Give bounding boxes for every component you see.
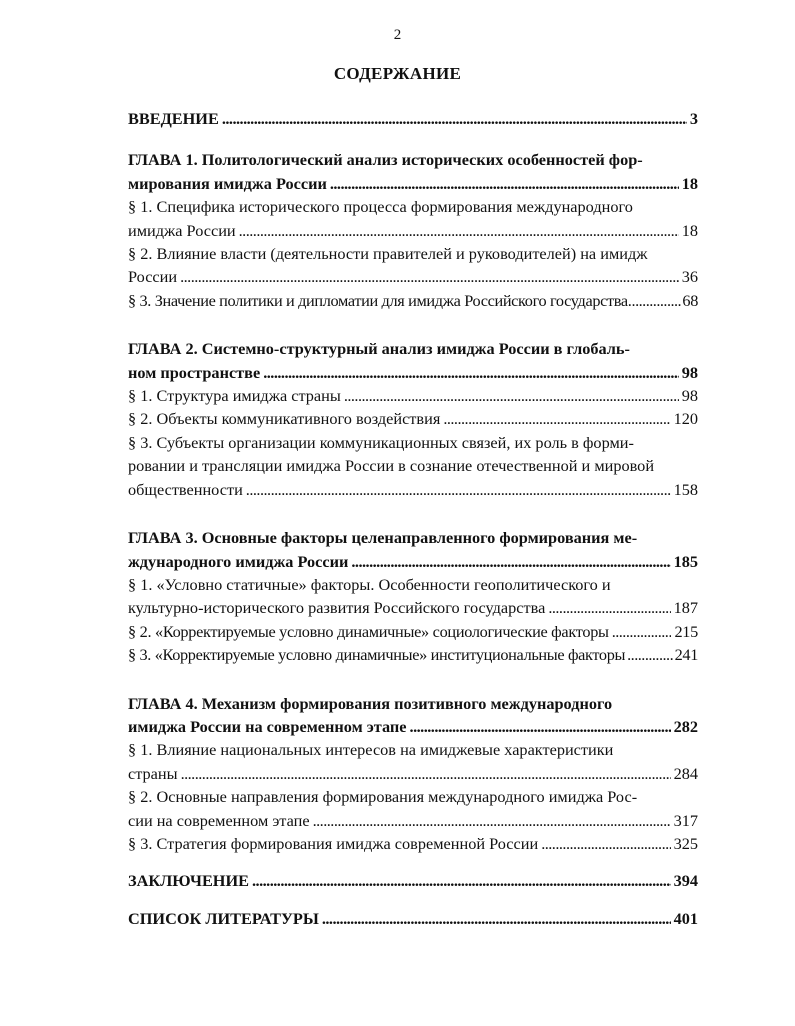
toc-page-number: 18 xyxy=(681,220,698,240)
dot-leader xyxy=(632,289,683,312)
dot-leader xyxy=(180,265,679,288)
chapter-3 xyxy=(128,526,698,666)
dot-leader xyxy=(627,643,673,666)
page-title: СОДЕРЖАНИЕ xyxy=(333,64,462,83)
toc-entry-section[interactable] xyxy=(128,620,698,643)
toc-entry-chapter-3[interactable] xyxy=(128,550,698,573)
toc-entry-label: ЗАКЛЮЧЕНИЕ xyxy=(128,871,249,891)
toc-entry-section[interactable] xyxy=(128,596,698,619)
toc-entry-section[interactable] xyxy=(128,289,698,312)
dot-leader xyxy=(322,907,671,930)
toc-page-number: 325 xyxy=(673,833,698,853)
toc-entry-label: § 1. Структура имиджа страны xyxy=(128,386,341,406)
toc-entry-conclusion[interactable] xyxy=(128,869,698,892)
table-of-contents xyxy=(128,107,698,930)
toc-entry-label: ном пространстве xyxy=(128,362,261,382)
toc-page-number: 120 xyxy=(673,409,698,429)
toc-page-number: 98 xyxy=(681,362,698,382)
toc-entry-section[interactable] xyxy=(128,832,698,855)
toc-page-number: 241 xyxy=(674,645,698,665)
dot-leader xyxy=(612,620,672,643)
chapter-2 xyxy=(128,337,698,501)
section-title: § 1. Влияние национальных интересов на имиджевые характеристики xyxy=(128,740,614,760)
toc-page-number: 284 xyxy=(673,763,698,783)
toc-entry-section[interactable] xyxy=(128,762,698,785)
dot-leader xyxy=(541,832,670,855)
toc-entry-introduction[interactable] xyxy=(128,107,698,130)
chapter-title: ГЛАВА 3. Основные факторы целенаправленного формирования ме- xyxy=(128,528,638,548)
chapter-title: ГЛАВА 4. Механизм формирования позитивного международного xyxy=(128,693,613,713)
toc-entry-label: имиджа России на современном этапе xyxy=(128,716,407,736)
dot-leader xyxy=(443,407,670,430)
toc-page-number: 401 xyxy=(673,908,698,928)
dot-leader xyxy=(246,478,671,501)
toc-entry-label: § 3. «Корректируемые условно динамичные» институциональные факторы xyxy=(128,645,626,665)
page-number: 2 xyxy=(393,27,402,43)
section-title: § 3. Субъекты организации коммуникационных связей, их роль в форми- xyxy=(128,432,634,452)
section-title: § 2. Влияние власти (деятельности правителей и руководителей) на имидж xyxy=(128,244,648,264)
toc-page-number: 68 xyxy=(682,290,698,310)
toc-entry-label: § 2. «Корректируемые условно динамичные» социологические факторы xyxy=(128,621,609,641)
dot-leader xyxy=(351,550,670,573)
dot-leader xyxy=(181,762,671,785)
chapter-title: ГЛАВА 1. Политологический анализ исторических особенностей фор- xyxy=(128,150,643,170)
toc-entry-section[interactable] xyxy=(128,478,698,501)
toc-page-number: 282 xyxy=(673,716,698,736)
toc-page-number: 187 xyxy=(673,598,698,618)
section-title: ровании и трансляции имиджа России в сознание отечественной и мировой xyxy=(128,456,655,476)
dot-leader xyxy=(222,107,687,130)
toc-entry-label: имиджа России xyxy=(128,220,236,240)
toc-entry-label: мирования имиджа России xyxy=(128,173,327,193)
toc-page-number: 158 xyxy=(673,479,698,499)
toc-entry-bibliography[interactable] xyxy=(128,907,698,930)
toc-page-number: 3 xyxy=(689,109,698,128)
toc-entry-section[interactable] xyxy=(128,265,698,288)
dot-leader xyxy=(239,219,679,242)
dot-leader xyxy=(313,809,671,832)
toc-page-number: 215 xyxy=(674,621,698,641)
chapter-4 xyxy=(128,692,698,856)
toc-entry-label: сии на современном этапе xyxy=(128,810,310,830)
dot-leader xyxy=(344,384,679,407)
toc-entry-label: России xyxy=(128,267,178,287)
toc-entry-chapter-4[interactable] xyxy=(128,715,698,738)
section-title: § 2. Основные направления формирования международного имиджа Рос- xyxy=(128,787,638,807)
toc-entry-label: страны xyxy=(128,763,178,783)
toc-entry-label: § 3. Стратегия формирования имиджа современной России xyxy=(128,833,539,853)
dot-leader xyxy=(252,869,671,892)
toc-page-number: 394 xyxy=(673,871,698,891)
toc-entry-label: § 2. Объекты коммуникативного воздействия xyxy=(128,409,441,429)
toc-entry-label: СПИСОК ЛИТЕРАТУРЫ xyxy=(128,908,319,928)
toc-entry-label: ждународного имиджа России xyxy=(128,551,349,571)
chapter-1 xyxy=(128,148,698,312)
section-title: § 1. Специфика исторического процесса формирования международного xyxy=(128,197,633,217)
toc-page-number: 185 xyxy=(673,551,698,571)
toc-entry-chapter-1[interactable] xyxy=(128,172,698,195)
toc-entry-section[interactable] xyxy=(128,809,698,832)
toc-entry-section[interactable] xyxy=(128,643,698,666)
toc-entry-section[interactable] xyxy=(128,407,698,430)
toc-page-number: 36 xyxy=(681,267,698,287)
toc-entry-label: § 3. Значение политики и дипломатии для имиджа Российского государства. xyxy=(128,290,632,310)
dot-leader xyxy=(330,172,679,195)
toc-page-number: 317 xyxy=(673,810,698,830)
toc-page-number: 98 xyxy=(681,386,698,406)
toc-entry-label: культурно-исторического развития Российского государства xyxy=(128,598,546,618)
toc-entry-section[interactable] xyxy=(128,219,698,242)
dot-leader xyxy=(548,596,670,619)
toc-page-number: 18 xyxy=(681,173,698,193)
toc-entry-chapter-2[interactable] xyxy=(128,361,698,384)
dot-leader xyxy=(410,715,671,738)
toc-entry-label: общественности xyxy=(128,479,243,499)
chapter-title: ГЛАВА 2. Системно-структурный анализ имиджа России в глобаль- xyxy=(128,339,630,359)
toc-entry-section[interactable] xyxy=(128,384,698,407)
dot-leader xyxy=(263,361,679,384)
toc-entry-label: ВВЕДЕНИЕ xyxy=(128,109,219,128)
section-title: § 1. «Условно статичные» факторы. Особенности геополитического и xyxy=(128,574,611,594)
